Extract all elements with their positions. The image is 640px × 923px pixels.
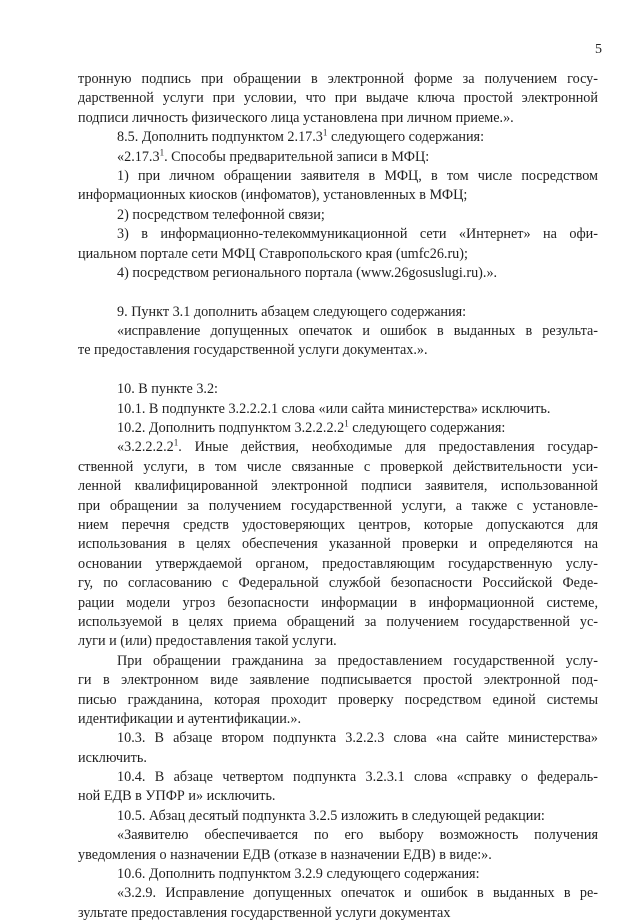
text-line: использования в целях обеспечения указанной проверки и определяются на: [78, 536, 598, 553]
text-line: «2.17.3$^1$. Способы предварительной записи в МФЦ:: [117, 146, 430, 165]
text-line: дарственной услуги при условии, что при выдаче ключа простой электронной: [78, 90, 598, 107]
text-line: ги в электронном виде заявление подписывается простой электронной под-: [78, 672, 598, 689]
text-line: 8.5. Дополнить подпунктом 2.17.3$^1$ следующего содержания:: [117, 127, 485, 146]
superscript: 1: [344, 418, 349, 429]
text-line: подписи личность физического лица установлена при личном приеме.».: [78, 109, 514, 126]
text-line: уведомления о назначении ЕДВ (отказе в назначении ЕДВ) в виде:».: [78, 846, 492, 863]
text-line: «3.2.2.2.2$^1$. Иные действия, необходимые для предоставления государ-: [117, 437, 598, 456]
text-line: «исправление допущенных опечаток и ошибок в выданных в результа-: [117, 323, 598, 340]
page-number: 5: [595, 42, 602, 57]
text-line: 3) в информационно-телекоммуникационной сети «Интернет» на офи-: [117, 226, 598, 243]
text-line: 1) при личном обращении заявителя в МФЦ, в том числе посредством: [117, 167, 598, 184]
superscript: 1: [322, 127, 328, 138]
text-line: гу, по согласованию с Федеральной службой безопасности Российской Феде-: [78, 575, 598, 592]
text-line: исключить.: [78, 749, 147, 766]
text-line: 10.2. Дополнить подпунктом 3.2.2.2.2$^1$ следующего содержания:: [117, 418, 506, 437]
text-line: писью гражданина, которая проходит проверку посредством единой системы: [78, 691, 598, 708]
superscript: 1: [159, 146, 165, 157]
text-line: идентификации и аутентификации.».: [78, 710, 301, 727]
text-line: 10. В пункте 3.2:: [117, 381, 218, 398]
text-line: те предоставления государственной услуги документах.».: [78, 342, 428, 359]
text-line: информационных киосков (инфоматов), установленных в МФЦ;: [78, 187, 468, 204]
text-line: нием перечня средств удостоверяющих центров, которые допускаются для: [78, 516, 598, 533]
text-line: При обращении гражданина за предоставлением государственной услу-: [117, 652, 598, 669]
text-line: основании утверждаемой органом, предоставляющим государственную услу-: [78, 555, 598, 572]
text-line: луги и (или) предоставления такой услуги.: [78, 633, 337, 650]
text-line: зультате предоставления государственной услуги документах: [78, 904, 451, 921]
text-line: тронную подпись при обращении в электронной форме за получением госу-: [78, 71, 598, 87]
text-line: 4) посредством регионального портала (www.26gosuslugi.ru).».: [117, 264, 498, 281]
text-line: 9. Пункт 3.1 дополнить абзацем следующего содержания:: [117, 303, 467, 320]
text-line: 2) посредством телефонной связи;: [117, 206, 325, 223]
text-line: 10.6. Дополнить подпунктом 3.2.9 следующего содержания:: [117, 866, 480, 883]
text-line: 10.5. Абзац десятый подпункта 3.2.5 изложить в следующей редакции:: [117, 807, 545, 824]
text-line: ственной услуги, в том числе связанные с проверкой действительности уси-: [78, 458, 598, 475]
text-line: ленной квалифицированной электронной подписи заявителя, использованной: [78, 478, 598, 495]
document-body: [78, 70, 598, 923]
text-line: рации модели угроз безопасности информации в информационной системе,: [78, 594, 598, 611]
text-line: 10.4. В абзаце четвертом подпункта 3.2.3.1 слова «справку о федераль-: [117, 769, 598, 786]
text-line: «3.2.9. Исправление допущенных опечаток и ошибок в выданных в ре-: [117, 885, 598, 902]
superscript: 1: [173, 437, 179, 448]
text-line: 10.3. В абзаце втором подпункта 3.2.2.3 слова «на сайте министерства»: [117, 730, 598, 747]
text-line: 10.1. В подпункте 3.2.2.2.1 слова «или сайта министерства» исключить.: [117, 400, 551, 417]
paragraph-gap: [78, 361, 598, 380]
text-line: ной ЕДВ в УПФР и» исключить.: [78, 788, 276, 805]
paragraph-gap: [78, 283, 598, 302]
text-line: при обращении за получением государственной услуги, а также с установле-: [78, 497, 598, 514]
text-line: используемой в целях приема обращений за получением государственной ус-: [78, 613, 598, 630]
text-line: циальном портале сети МФЦ Ставропольского края (umfc26.ru);: [78, 245, 468, 262]
text-line: «Заявителю обеспечивается по его выбору возможность получения: [117, 827, 598, 844]
